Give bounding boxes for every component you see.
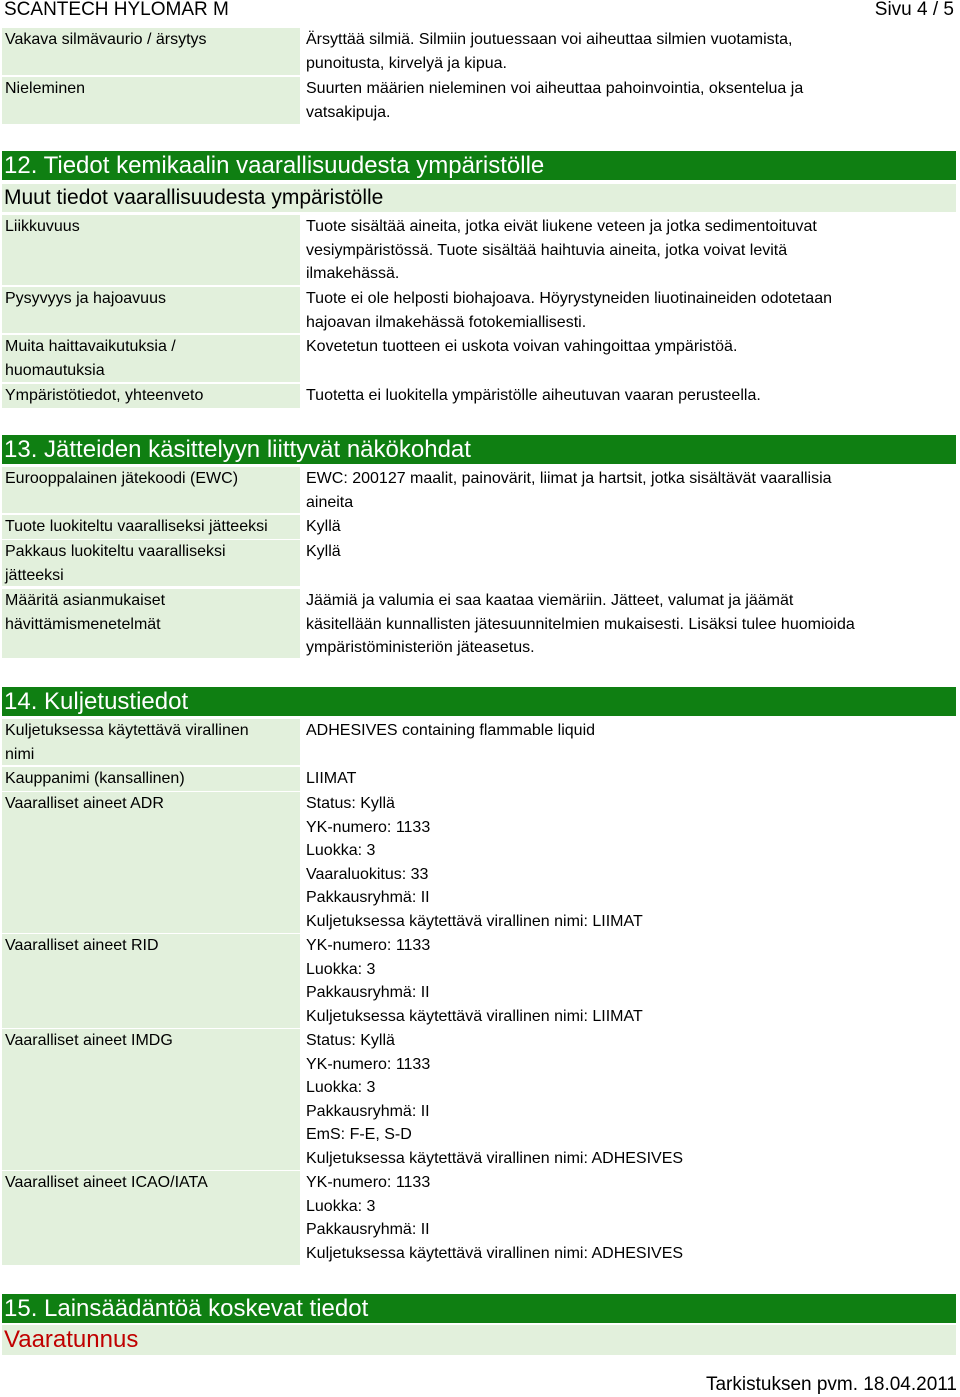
shipping-name-label: Kuljetuksessa käytettävä virallinen nimi	[2, 719, 300, 765]
ingestion-label: Nieleminen	[2, 77, 300, 124]
ewc-label: Eurooppalainen jätekoodi (EWC)	[2, 467, 300, 513]
trade-name-label: Kauppanimi (kansallinen)	[2, 767, 300, 791]
hazardous-packaging-value: Kyllä	[306, 543, 341, 560]
hazardous-product-label: Tuote luokiteltu vaaralliseksi jätteeksi	[2, 515, 300, 539]
persistence-label: Pysyvyys ja hajoavuus	[2, 287, 300, 333]
persistence-value: Tuote ei ole helposti biohajoava. Höyrystyneiden liuotinaineiden odotetaan hajoavan ilmakehässä fotokemiallisesti.	[306, 290, 832, 331]
hazardous-packaging-label: Pakkaus luokiteltu vaaralliseksi jätteeksi	[2, 540, 300, 586]
hazardous-product-value: Kyllä	[306, 518, 341, 535]
icao-iata-value: YK-numero: 1133 Luokka: 3 Pakkausryhmä: II Kuljetuksessa käytettävä virallinen nimi: ADHESIVES	[306, 1174, 684, 1262]
rid-label: Vaaralliset aineet RID	[2, 934, 300, 1028]
shipping-name-value: ADHESIVES containing flammable liquid	[306, 722, 596, 739]
disposal-methods-label: Määritä asianmukaiset hävittämismenetelmät	[2, 589, 300, 658]
mobility-value: Tuote sisältää aineita, jotka eivät liukene veteen ja jotka sedimentoituvat vesiympäristössä. Tuote sisältää haihtuvia aineita, jotka voivat levitä ilmakehässä.	[306, 218, 817, 282]
other-effects-value: Kovetetun tuotteen ei uskota voivan vahingoittaa ympäristöä.	[306, 338, 738, 355]
section-12-subtitle: Muut tiedot vaarallisuudesta ympäristölle	[2, 184, 956, 212]
ingestion-value: Suurten määrien nieleminen voi aiheuttaa pahoinvointia, oksentelua ja vatsakipuja.	[306, 80, 804, 121]
section-15-title: 15. Lainsäädäntöä koskevat tiedot	[2, 1294, 956, 1323]
env-summary-label: Ympäristötiedot, yhteenveto	[2, 384, 300, 408]
disposal-methods-value: Jäämiä ja valumia ei saa kaataa viemäriin. Jätteet, valumat ja jäämät käsitellään kunnallisten jätesuunnitelmien mukaisesti. Lisäksi tulee huomioida ympäristöministeriön jäteasetus.	[306, 592, 855, 656]
icao-iata-label: Vaaralliset aineet ICAO/IATA	[2, 1171, 300, 1265]
other-effects-label: Muita haittavaikutuksia / huomautuksia	[2, 335, 300, 382]
document-product-name: SCANTECH HYLOMAR M	[4, 0, 229, 20]
revision-date: Tarkistuksen pvm. 18.04.2011	[705, 1374, 957, 1395]
eye-damage-value: Ärsyttää silmiä. Silmiin joutuessaan voi aiheuttaa silmien vuotamista, punoitusta, kirvelyä ja kipua.	[306, 31, 793, 72]
adr-value: Status: Kyllä YK-numero: 1133 Luokka: 3 Vaaraluokitus: 33 Pakkausryhmä: II Kuljetuksessa käytettävä virallinen nimi: LIIMAT	[306, 795, 643, 930]
imdg-label: Vaaralliset aineet IMDG	[2, 1029, 300, 1170]
ewc-value: EWC: 200127 maalit, painovärit, liimat ja hartsit, jotka sisältävät vaarallisia aineita	[306, 470, 832, 511]
imdg-value: Status: Kyllä YK-numero: 1133 Luokka: 3 Pakkausryhmä: II EmS: F-E, S-D Kuljetuksessa käytettävä virallinen nimi: ADHESIVES	[306, 1032, 684, 1167]
rid-value: YK-numero: 1133 Luokka: 3 Pakkausryhmä: II Kuljetuksessa käytettävä virallinen nimi: LIIMAT	[306, 937, 643, 1025]
section-12-title: 12. Tiedot kemikaalin vaarallisuudesta ympäristölle	[2, 151, 956, 180]
section-13-title: 13. Jätteiden käsittelyyn liittyvät näkökohdat	[2, 435, 956, 464]
mobility-label: Liikkuvuus	[2, 215, 300, 285]
env-summary-value: Tuotetta ei luokitella ympäristölle aiheutuvan vaaran perusteella.	[306, 387, 761, 404]
page-number: Sivu 4 / 5	[874, 0, 954, 20]
eye-damage-label: Vakava silmävaurio / ärsytys	[2, 28, 300, 75]
hazard-code-heading: Vaaratunnus	[2, 1325, 956, 1355]
trade-name-value: LIIMAT	[306, 770, 357, 787]
adr-label: Vaaralliset aineet ADR	[2, 792, 300, 933]
section-14-title: 14. Kuljetustiedot	[2, 687, 956, 716]
